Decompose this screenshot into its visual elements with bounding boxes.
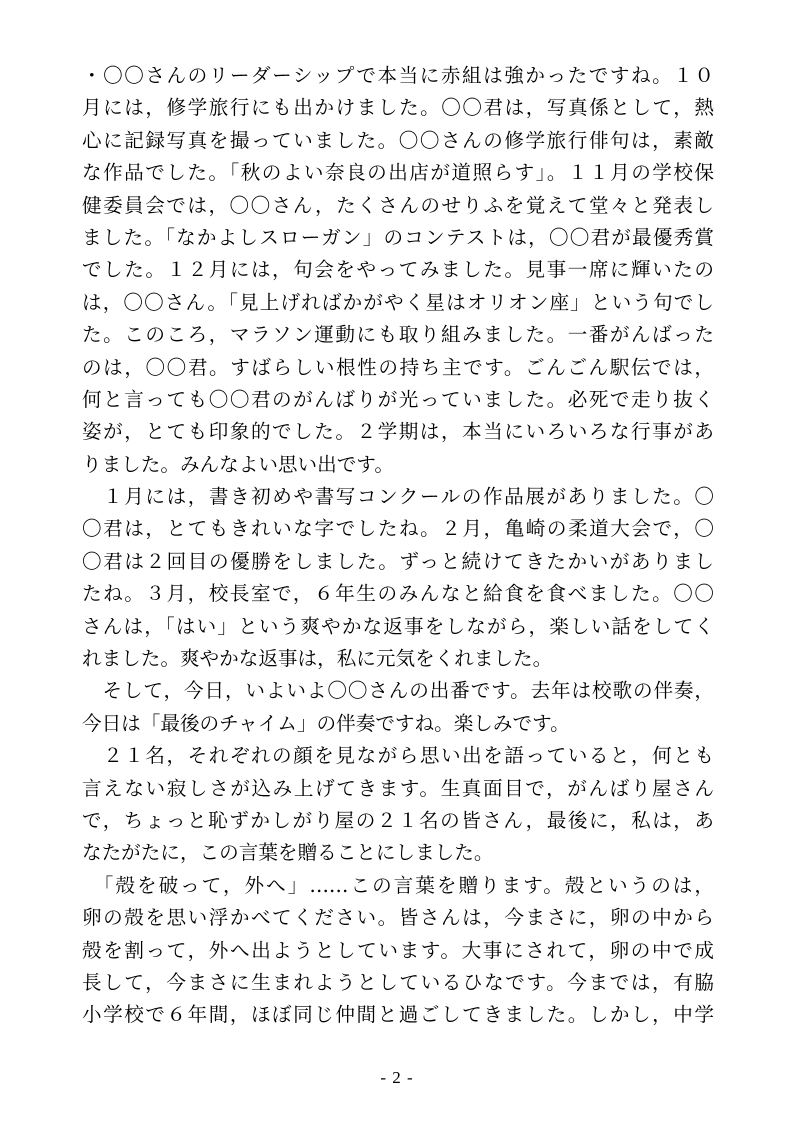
text-line: ました。「なかよしスローガン」のコンテストは，〇〇君が最優秀賞 [82,225,714,249]
text-line: 健委員会では，〇〇さん，たくさんのせりふを覚えて堂々と発表し [82,193,714,217]
text-line: は，〇〇さん。「見上げればかがやく星はオリオン座」という句でし [82,290,714,314]
text-line: そして，今日，いよいよ〇〇さんの出番です。去年は校歌の伴奏， [82,679,714,703]
text-line: なたがたに，この言葉を贈ることにしました。 [82,841,494,865]
text-line: 〇君は２回目の優勝をしました。ずっと続けてきたかいがありまし [82,549,714,573]
text-line: 何と言っても〇〇君のがんばりが光っていました。必死で走り抜く [82,387,714,411]
text-line: れました。爽やかな返事は，私に元気をくれました。 [82,647,553,671]
text-line: りました。みんなよい思い出です。 [82,452,394,476]
text-line: な作品でした。「秋のよい奈良の出店が道照らす」。１１月の学校保 [82,161,714,185]
text-line: 言えない寂しさが込み上げてきます。生真面目で，がんばり屋さん [82,776,714,800]
text-line: 小学校で６年間，ほぼ同じ仲間と過ごしてきました。しかし，中学 [82,1003,714,1027]
text-line: で，ちょっと恥ずかしがり屋の２１名の皆さん，最後に，私は，あ [82,808,714,832]
text-line: 今日は「最後のチャイム」の伴奏ですね。楽しみです。 [82,711,570,735]
text-line: ２１名，それぞれの顔を見ながら思い出を語っていると，何とも [82,744,714,768]
text-line: 「殻を破って，外へ」……この言葉を贈ります。殻というのは， [82,873,714,897]
text-line: たね。３月，校長室で，６年生のみんなと給食を食べました。〇〇 [82,582,714,606]
text-line: 長して，今まさに生まれようとしているひなです。今までは，有脇 [82,970,714,994]
text-line: 〇君は，とてもきれいな字でしたね。２月，亀崎の柔道大会で，〇 [82,517,714,541]
text-line: 姿が，とても印象的でした。２学期は，本当にいろいろな行事があ [82,420,714,444]
text-line: ・〇〇さんのリーダーシップで本当に赤組は強かったですね。１０ [82,64,714,87]
document-body [82,60,714,1032]
text-line: 月には，修学旅行にも出かけました。〇〇君は，写真係として，熱 [82,96,714,120]
text-line: 心に記録写真を撮っていました。〇〇さんの修学旅行俳句は，素敵 [82,128,714,152]
text-line: でした。１２月には，句会をやってみました。見事一席に輝いたの [82,258,714,282]
text-line: さんは，「はい」という爽やかな返事をしながら，楽しい話をしてく [82,614,714,638]
text-line: 卵の殻を思い浮かべてください。皆さんは，今まさに，卵の中から [82,906,714,930]
text-line: １月には，書き初めや書写コンクールの作品展がありました。〇 [82,485,714,509]
text-line: のは，〇〇君。すばらしい根性の持ち主です。ごんごん駅伝では， [82,355,714,379]
text-line: た。このころ，マラソン運動にも取り組みました。一番がんばった [82,323,714,347]
text-line: 殻を割って，外へ出ようとしています。大事にされて，卵の中で成 [82,938,714,962]
page-number: - 2 - [380,1068,414,1087]
